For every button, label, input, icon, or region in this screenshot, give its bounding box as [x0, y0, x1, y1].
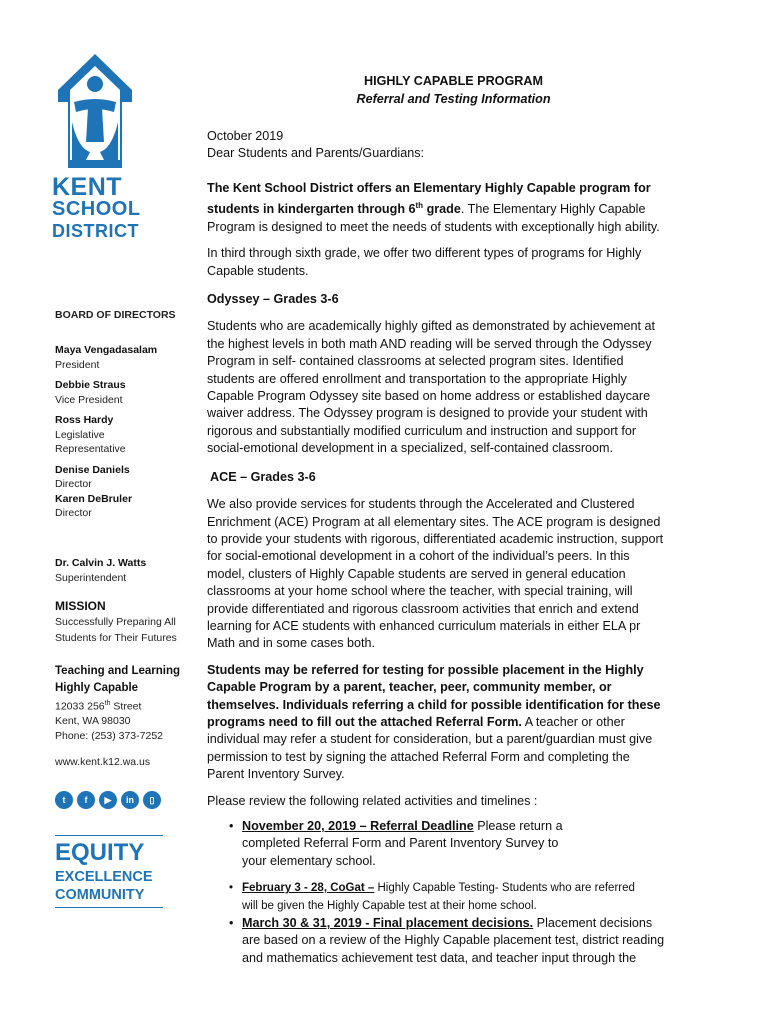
member-role: Director — [55, 478, 92, 490]
timeline-item — [207, 915, 669, 967]
member-role: Director — [55, 507, 92, 519]
member-name: Maya Vengadasalam — [55, 344, 158, 356]
referral-bold: Students may be referred for testing for possible placement in the Highly Capable Program by a parent, teacher, peer, community member, or themselves. Individuals referring a child for possible identification for these programs need to fill out the attached Referral Form. — [207, 662, 661, 729]
website-link[interactable]: www.kent.k12.wa.us — [55, 756, 151, 768]
letter-body — [207, 128, 669, 967]
equity-line-2: EXCELLENCE — [55, 869, 153, 885]
district-logo — [52, 52, 142, 172]
superintendent-role: Superintendent — [55, 571, 127, 584]
phone-line: Phone: (253) 373-7252 — [55, 729, 163, 742]
house-figure-icon — [52, 52, 138, 168]
mission-title: MISSION — [55, 599, 106, 613]
member-name: Debbie Straus — [55, 379, 126, 391]
street-address — [55, 697, 163, 714]
equity-divider-bottom — [55, 907, 163, 908]
timeline-text: Please return a completed Referral Form and Parent Inventory Survey to your elementary school. — [242, 819, 563, 868]
intro-rest: . The Elementary Highly Capable Program is designed to meet the needs of students with exceptionally high ability. — [207, 202, 660, 234]
social-icons — [55, 791, 161, 809]
board-member — [55, 413, 145, 457]
board-members — [55, 343, 195, 521]
equity-divider-top — [55, 835, 163, 836]
department-line-2: Highly Capable — [55, 682, 139, 694]
contact-address — [55, 697, 163, 743]
intro-bold-grade: grade — [423, 202, 461, 217]
review-text: Please review the following related activities and timelines : — [207, 793, 538, 808]
equity-line-3: COMMUNITY — [55, 887, 145, 903]
twitter-icon[interactable]: t — [55, 791, 73, 809]
linkedin-icon[interactable]: in — [121, 791, 139, 809]
timeline-text: Placement decisions are based on a review of the Highly Capable placement test, district reading and mathematics achievement test data, and teacher input through the — [242, 916, 665, 965]
ace-heading: ACE – Grades 3-6 — [210, 469, 316, 484]
timeline-date: November 20, 2019 – Referral Deadline — [242, 819, 474, 833]
letter-greeting: Dear Students and Parents/Guardians: — [207, 146, 425, 161]
odyssey-heading: Odyssey – Grades 3-6 — [207, 292, 339, 307]
board-member — [55, 378, 195, 407]
timeline-date: March 30 & 31, 2019 - Final placement decisions. — [242, 916, 534, 931]
timeline-item — [207, 880, 642, 915]
department-line-1: Teaching and Learning — [55, 665, 181, 677]
city-line: Kent, WA 98030 — [55, 715, 131, 727]
logo-line-3: DISTRICT — [52, 221, 139, 241]
board-member — [55, 343, 195, 372]
youtube-icon[interactable]: ▶ — [99, 791, 117, 809]
member-name: Denise Daniels — [55, 463, 130, 476]
board-title: BOARD OF DIRECTORS — [55, 309, 176, 321]
member-name: Karen DeBruler — [55, 492, 133, 505]
equity-line-1: EQUITY — [55, 839, 145, 866]
logo-line-1: KENT — [52, 173, 123, 201]
referral-paragraph — [207, 662, 669, 784]
intro-sup: th — [415, 201, 424, 211]
department — [55, 663, 180, 697]
member-name: Ross Hardy — [55, 414, 114, 426]
mission-text: Successfully Preparing All Students for Their Futures — [55, 616, 177, 644]
facebook-icon[interactable]: f — [77, 791, 95, 809]
superintendent — [55, 556, 146, 585]
letter-date: October 2019 — [207, 129, 284, 143]
ace-paragraph: We also provide services for students through the Accelerated and Clustered Enrichment (ACE) Program at all elementary sites. The ACE program is designed to provide your students with rigorous, differentiated academic instruction, support for social-emotional development in a cohort of the individual’s peers. In this model, clusters of Highly Capable students are served in general education classrooms at your home school where the teacher, with special training, will provide differentiated and rigorous classroom activities that enrich and extend learning for ACE students with enhanced curriculum materials in either ELA pr Math and in some cases both. — [207, 497, 664, 651]
superintendent-name: Dr. Calvin J. Watts — [55, 557, 147, 569]
mission-block — [55, 598, 185, 646]
programs-paragraph: In third through sixth grade, we offer two different types of programs for Highly Capable students. — [207, 246, 642, 278]
timeline-text: Highly Capable Testing- Students who are referred will be given the Highly Capable test at their home school. — [242, 882, 635, 912]
timeline-date: February 3 - 28, CoGat – — [242, 882, 375, 895]
address-sup: th — [104, 700, 111, 707]
intro-bold: The Kent School District offers an Elementary Highly Capable program for students in kindergarten through 6 — [207, 180, 651, 217]
equity-block — [55, 835, 163, 908]
address-number: 12033 256 — [55, 700, 105, 713]
referral-rest: A teacher or other individual may refer a student for consideration, but a parent/guardian must give permission to test by signing the attached Referral Form and completing the Parent Inventory Survey. — [207, 714, 653, 782]
member-role: Vice President — [55, 393, 123, 406]
timeline-item — [207, 818, 582, 870]
mobile-icon[interactable]: ▯ — [143, 791, 161, 809]
address-street: Street — [110, 700, 142, 713]
member-role: President — [55, 358, 100, 371]
board-member — [55, 463, 195, 492]
page-subtitle: Referral and Testing Information — [356, 92, 551, 106]
member-role: Legislative Representative — [55, 428, 126, 455]
page-header — [207, 72, 700, 108]
logo-line-2: SCHOOL — [52, 198, 141, 220]
odyssey-paragraph: Students who are academically highly gifted as demonstrated by achievement at the highest levels in both math AND reading will be served through the Odyssey Program in self- contained classrooms at selected program sites. Identified students are offered enrollment and transportation to the appropriate Highly Capable Program Odyssey site based on home address or established daycare waiver address. The Odyssey program is designed to provide your student with rigorous and substantially modified curriculum and instruction and support for social-emotional development in a specialized, self-contained classroom. — [207, 319, 656, 456]
timeline-list — [207, 818, 669, 967]
logo-text — [52, 173, 141, 242]
intro-paragraph — [207, 180, 669, 236]
page-title: HIGHLY CAPABLE PROGRAM — [364, 74, 543, 88]
board-member — [55, 492, 195, 521]
